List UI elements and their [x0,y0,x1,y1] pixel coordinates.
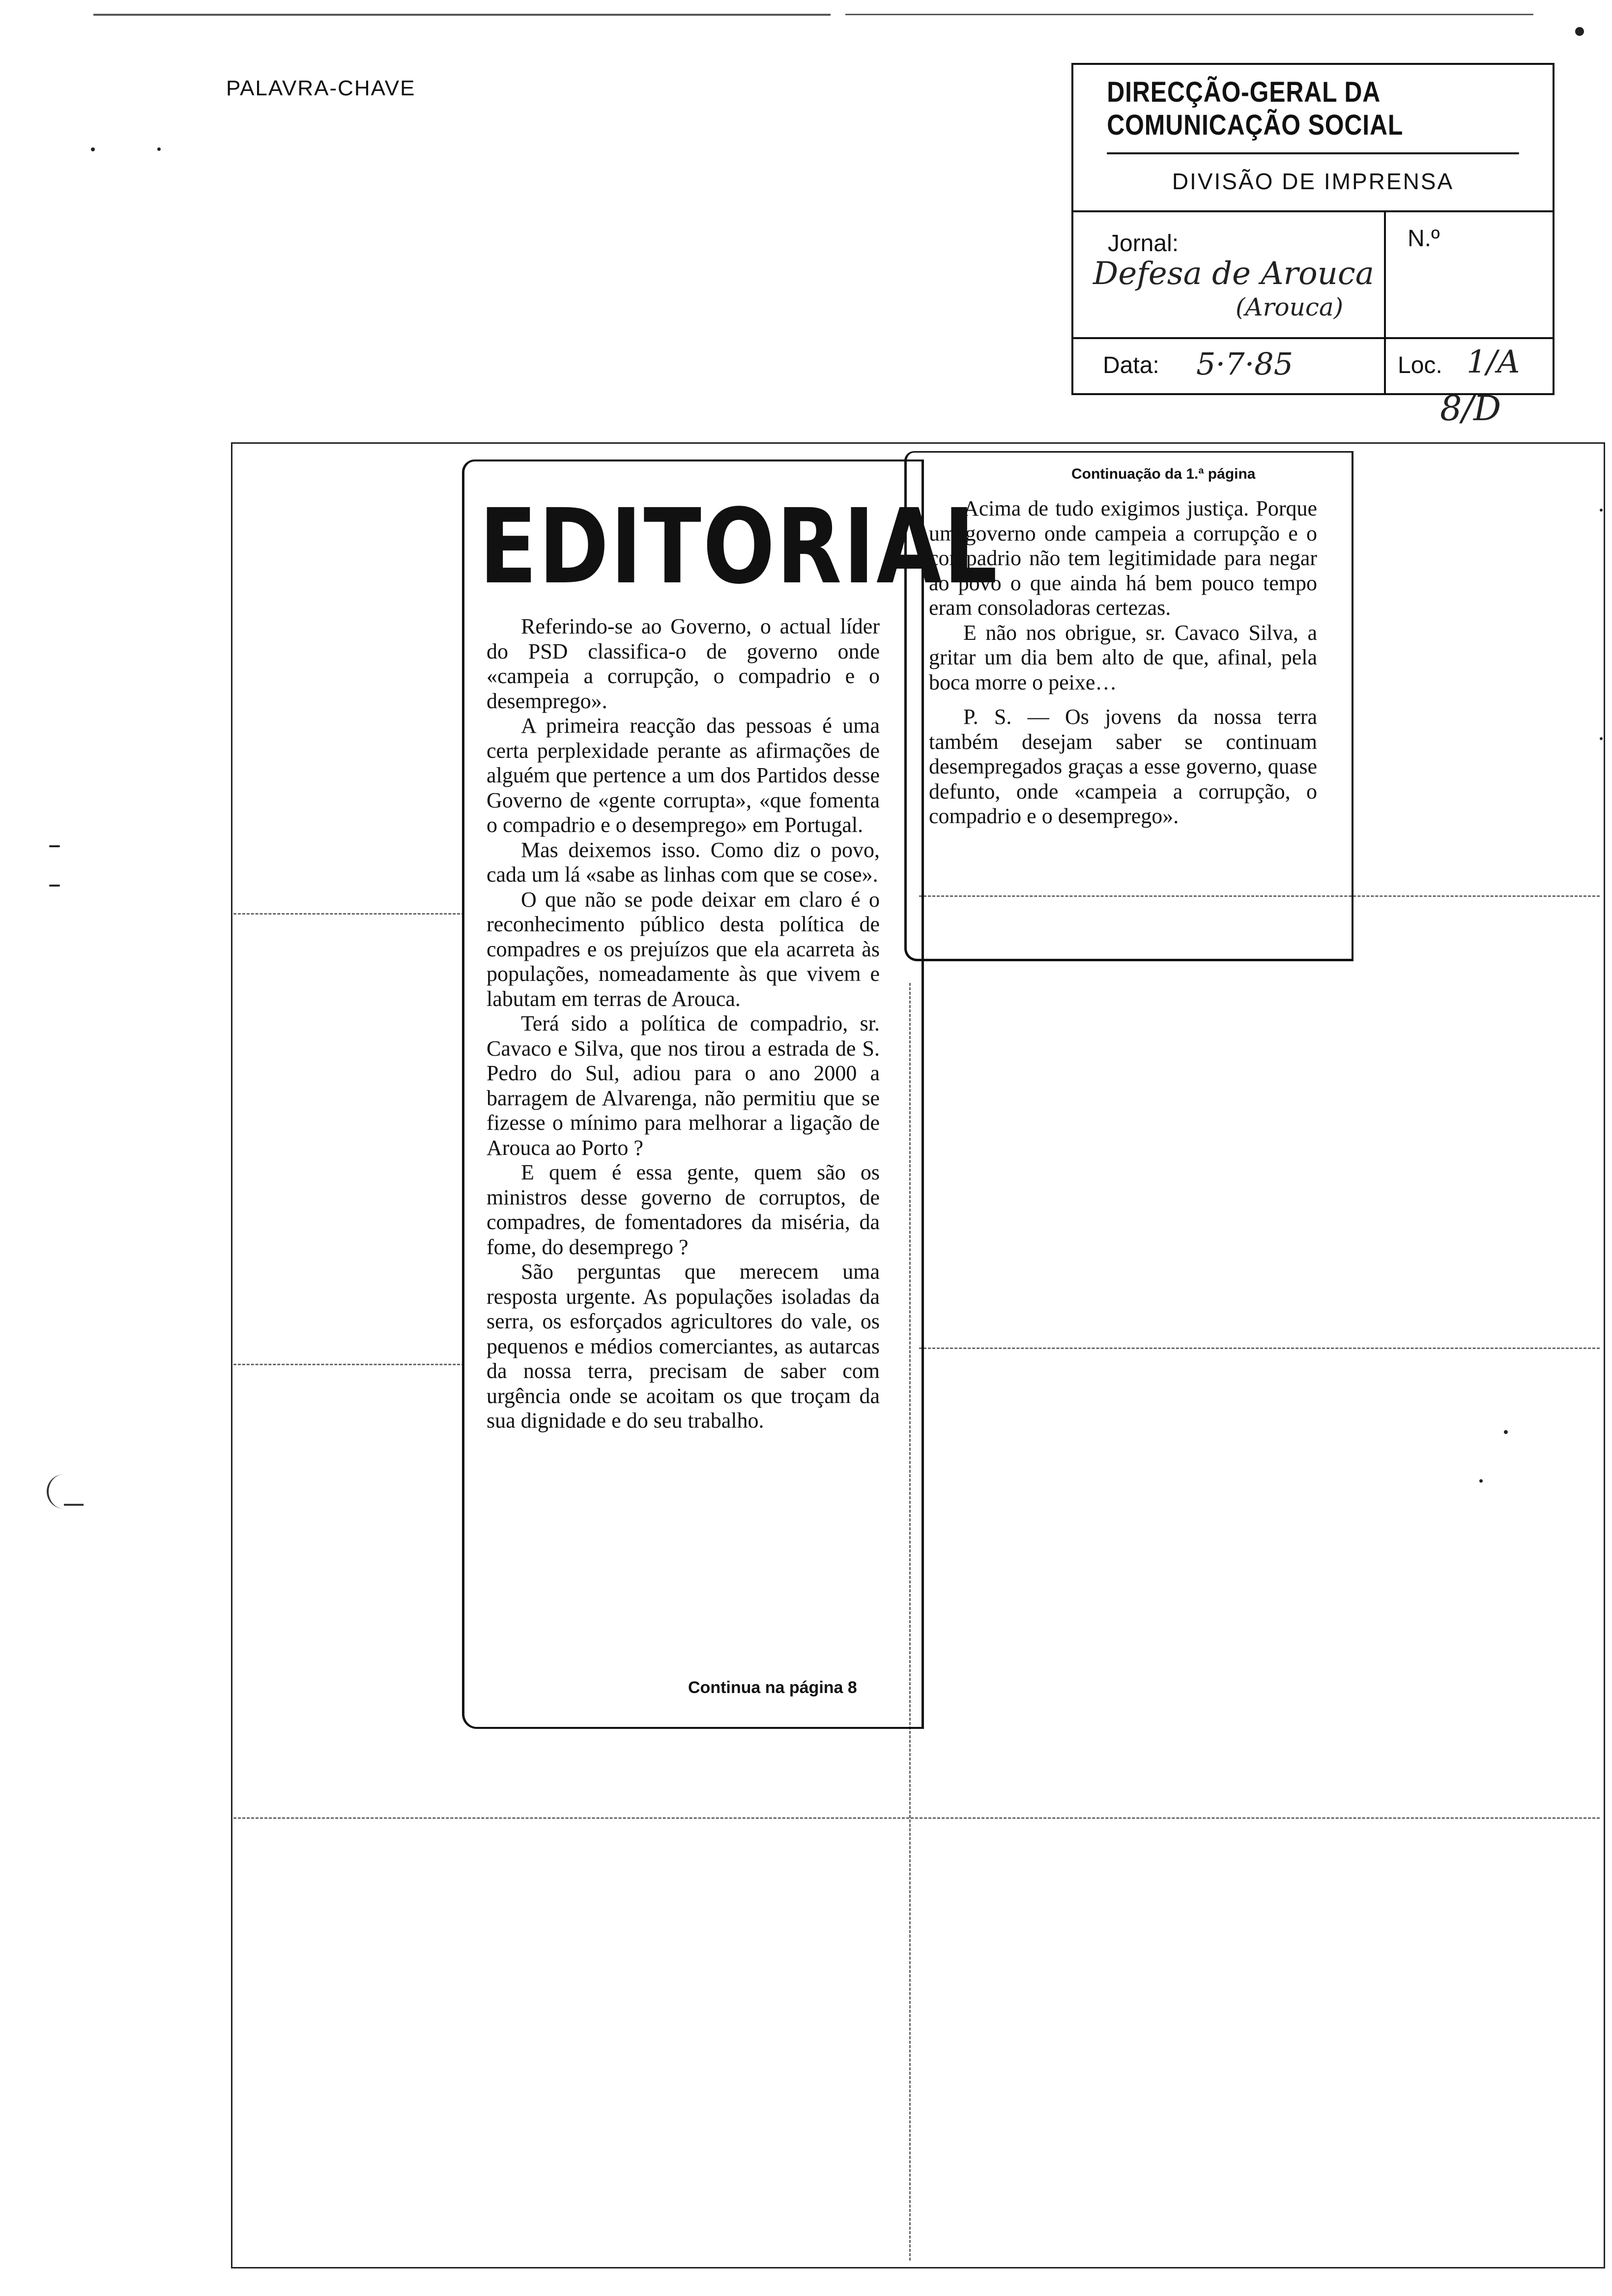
stamp-divider [1384,210,1386,337]
paragraph: Terá sido a política de compadrio, sr. Cavaco e Silva, que nos tirou a estrada de S. Pedro do Sul, adiou para o ano 2000 a barragem de Alvarenga, não permitiu que se fizesse o mínimo para melhorar a ligação de Arouca ao Porto ? [487,1011,880,1160]
jornal-handwritten: Defesa de Arouca [1093,256,1374,292]
stamp-jornal-row [1073,210,1553,339]
scan-speck [1575,27,1584,36]
editorial-column-2 [929,496,1317,829]
numero-label: N.º [1408,226,1440,252]
paragraph: São perguntas que merecem uma resposta urgente. As populações isoladas da serra, os esforçados agricultores do vale, os pequenos e médios comerciantes, as autarcas da nossa terra, precisam de saber com urgência onde se acoitam os que troçam da sua dignidade e do seu trabalho. [487,1260,880,1433]
jornal-label: Jornal: [1108,230,1179,257]
scan-speck [49,845,60,847]
scan-speck [1600,509,1603,512]
loc-handwritten: 1/A [1467,344,1520,380]
grid-line [919,1348,1600,1349]
top-rule-left [93,14,831,16]
grid-line [233,1817,1600,1819]
data-label: Data: [1103,352,1159,378]
jornal-place-handwritten: (Arouca) [1236,293,1344,321]
paragraph: Referindo-se ao Governo, o actual líder do PSD classifica-o de governo onde «campeia a corrupção, o compadrio e o desemprego». [487,614,880,713]
scan-mark [64,1504,84,1506]
scan-speck [91,147,95,151]
paragraph: E não nos obrigue, sr. Cavaco Silva, a gritar um dia bem alto de que, afinal, pela boca morre o peixe… [929,620,1317,694]
stamp-org: DIRECÇÃO-GERAL DA COMUNICAÇÃO SOCIAL [1107,65,1519,154]
grid-line [233,1364,464,1365]
article-title: EDITORIAL [479,487,999,607]
keyword-label: PALAVRA-CHAVE [226,76,416,100]
dgcs-stamp [1071,63,1554,395]
scan-speck [1479,1479,1483,1483]
editorial-column-1 [487,614,880,1434]
stamp-division: DIVISÃO DE IMPRENSA [1073,152,1553,212]
scan-speck [49,885,60,887]
stamp-divider-2 [1384,337,1386,393]
paragraph: E quem é essa gente, quem são os ministros desse governo de corruptos, de compadres, de fomentadores da miséria, da fome, do desemprego ? [487,1160,880,1259]
top-rule-right [845,14,1533,15]
data-handwritten: 5·7·85 [1196,346,1294,382]
paragraph: O que não se pode deixar em claro é o reconhecimento público desta política de compadres e os prejuízos que ela acarreta às populações, nomeadamente às que vivem e labutam em terras de Arouca. [487,887,880,1011]
paragraph: A primeira reacção das pessoas é uma certa perplexidade perante as afirmações de alguém que pertence a um dos Partidos desse Governo de «gente corrupta», «que fomenta o compadrio e o desemprego» em Portugal. [487,714,880,837]
scan-speck [157,147,161,151]
scan-speck [1504,1430,1508,1434]
extra-handwritten-code: 8/D [1440,388,1501,429]
paragraph: Mas deixemos isso. Como diz o povo, cada um lá «sabe as linhas com que se cose». [487,837,880,887]
grid-line [233,913,464,915]
stamp-data-row [1073,337,1553,393]
continuation-header: Continuação da 1.ª página [1071,466,1256,482]
continued-note: Continua na página 8 [688,1678,857,1697]
paragraph: Acima de tudo exigimos justiça. Porque um governo onde campeia a corrupção e o compadrio não tem legitimidade para negar ao povo o que ainda há bem pouco tempo eram consoladoras certezas. [929,496,1317,620]
paragraph: P. S. — Os jovens da nossa terra também desejam saber se continuam desempregados graças a esse governo, quase defunto, onde «campeia a corrupção, o compadrio e o desemprego». [929,705,1317,828]
scan-speck [1600,737,1603,740]
loc-label: Loc. [1398,352,1442,378]
